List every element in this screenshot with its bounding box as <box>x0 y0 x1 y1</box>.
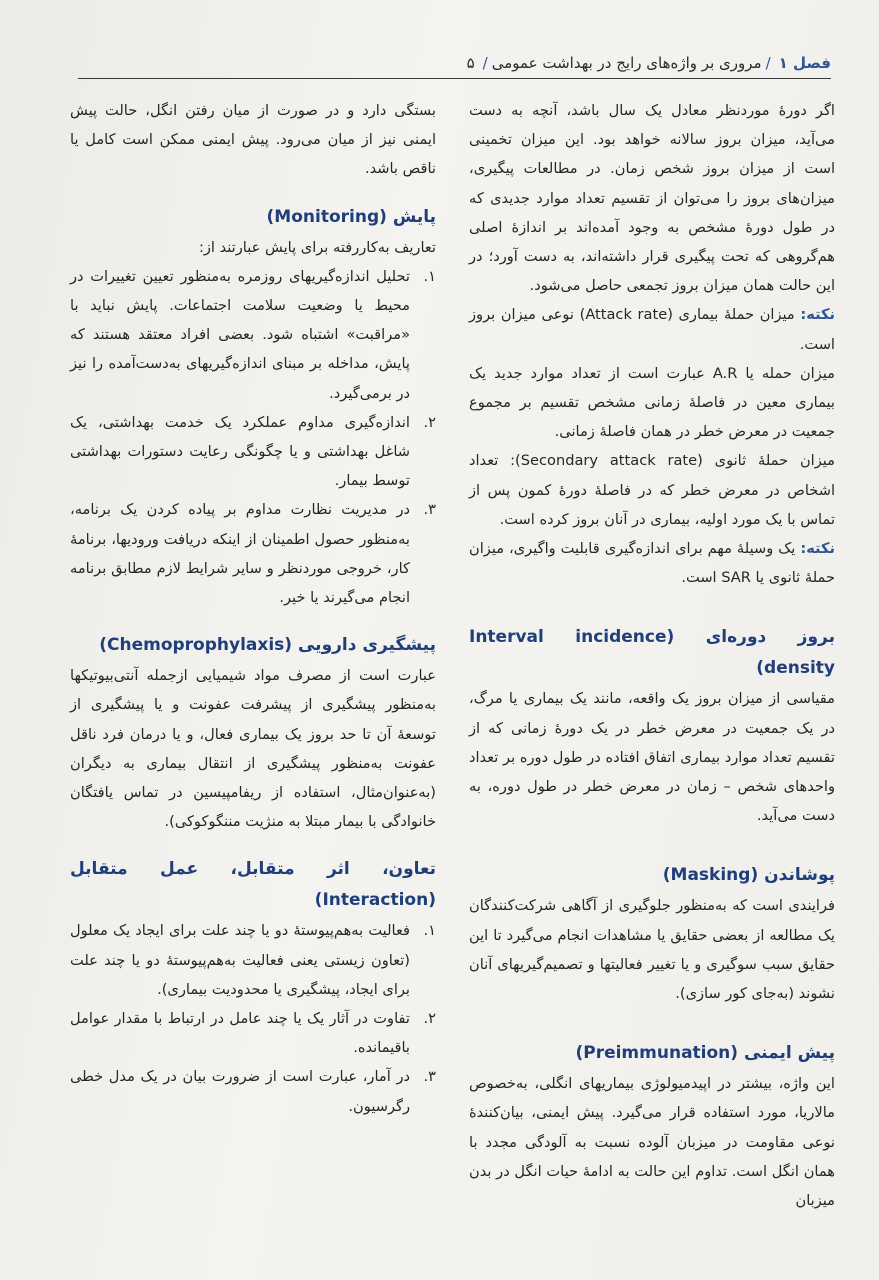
list-item <box>70 1062 436 1120</box>
header-separator: / <box>765 54 771 72</box>
section-heading-masking: پوشاندن (Masking) <box>662 865 835 886</box>
list-number: ۳. <box>423 501 436 519</box>
spacer <box>70 612 436 630</box>
running-head <box>78 48 831 79</box>
note-sar <box>469 534 835 592</box>
list-item <box>70 262 436 408</box>
chapter-label: فصل ۱ <box>778 54 831 72</box>
left-column <box>70 96 436 1121</box>
interaction-list <box>70 916 436 1120</box>
section-heading-interval: بروز دوره‌ای (Interval incidence density) <box>469 627 835 679</box>
note-label: نکته: <box>800 540 835 558</box>
secondary-attack-paragraph: میزان حملهٔ ثانوی (Secondary attack rate): تعداد اشخاص در معرض خطر که در فاصلهٔ دورهٔ کمون پس از تماس با یک مورد اولیه، بیماری در آنان بروز کرده است. <box>469 452 835 528</box>
section-heading-interaction: تعاون، اثر متقابل، عمل متقابل (Interaction) <box>70 859 436 911</box>
continued-paragraph: بستگی دارد و در صورت از میان رفتن انگل، حالت پیش ایمنی نیز از میان می‌رود. پیش ایمنی ممکن است کامل یا ناقص باشد. <box>70 102 436 178</box>
spacer <box>469 592 835 622</box>
chemoprophylaxis-paragraph: عبارت است از مصرف مواد شیمیایی ازجمله آنتی‌بیوتیکها به‌منظور پیشگیری از پیشرفت عفونت و یا پیشگیری از توسعهٔ آن تا حد بروز یک بیماری فعال، و یا درمان فرد ناقل عفونت به‌منظور پیشگیری از انتقال بیماری به دیگران (به‌عنوان‌مثال، استفاده از ریفامپیسین در تماس یافتگان خانوادگی با بیمار مبتلا به منژیت مننگوکوکی). <box>70 667 436 831</box>
list-number: ۳. <box>423 1068 436 1086</box>
monitoring-list <box>70 262 436 612</box>
note-text: یک وسیلهٔ مهم برای اندازه‌گیری قابلیت واگیری، میزان حملهٔ ثانوی یا SAR است. <box>469 540 835 587</box>
list-item-text: اندازه‌گیری مداوم عملکرد یک خدمت بهداشتی، یک شاغل بهداشتی و یا چگونگی رعایت دستورات بهداشتی توسط بیمار. <box>70 413 410 490</box>
note-label: نکته: <box>800 306 836 324</box>
note-attack-rate <box>469 300 835 358</box>
section-heading-monitoring: پایش (Monitoring) <box>266 206 436 227</box>
list-number: ۲. <box>423 1010 436 1028</box>
interval-paragraph: مقیاسی از میزان بروز یک واقعه، مانند یک بیماری یا مرگ، در یک جمعیت در معرض خطر در یک دورهٔ زمانی که از تقسیم تعداد موارد بیماری اتفاق افتاده در طول دوره بر تعداد واحدهای شخص – زمان در معرض خطر در طول دوره، به دست می‌آید. <box>469 690 835 825</box>
masking-paragraph: فرایندی است که به‌منظور جلوگیری از آگاهی شرکت‌کنندگان یک مطالعه از بعضی حقایق یا مشاهدات انجام می‌گیرد تا این حقایق سبب سوگیری و یا تغییر فعالیتها و تصمیم‌گیریهای آنان نشوند (به‌جای کور سازی). <box>469 897 835 1003</box>
list-item <box>70 408 436 496</box>
attack-rate-paragraph: میزان حمله یا A.R عبارت است از تعداد موارد جدید یک بیماری معین در فاصلهٔ زمانی مشخص تقسیم بر مجموع جمعیت در معرض خطر در همان فاصلهٔ زمانی. <box>469 364 835 441</box>
list-item-text: فعالیت به‌هم‌پیوستهٔ دو یا چند علت برای ایجاد یک معلول (تعاون زیستی یعنی فعالیت به‌هم‌پیوستهٔ دو یا چند علت برای ایجاد، پیشگیری یا محدودیت بیماری). <box>70 922 410 998</box>
note-text: میزان حملهٔ بیماری (Attack rate) نوعی میزان بروز است. <box>469 306 835 353</box>
chapter-title: مروری بر واژه‌های رایج در بهداشت عمومی <box>491 54 762 72</box>
list-item-text: تحلیل اندازه‌گیریهای روزمره به‌منظور تعیین تغییرات در محیط یا وضعیت سلامت اجتماعات. پایش نباید با «مراقبت» اشتباه شود. بعضی افراد معتقد هستند که پایش، مداخله بر مبنای اندازه‌گیریهای به‌دست‌آمده را نیز در برمی‌گیرد. <box>70 267 410 402</box>
section-heading-chemoprophylaxis: پیشگیری دارویی (Chemoprophylaxis) <box>99 635 436 656</box>
list-number: ۱. <box>423 922 436 940</box>
list-item-text: در مدیریت نظارت مداوم بر پیاده کردن یک برنامه، به‌منظور حصول اطمینان از اینکه دریافت ورودیها، برنامهٔ کار، خروجی موردنظر و سایر شرایط لازم مطابق برنامه انجام می‌گیرند یا خیر. <box>70 501 410 607</box>
monitoring-intro: تعاریف به‌کاررفته برای پایش عبارتند از: <box>198 238 436 256</box>
spacer <box>70 836 436 854</box>
intro-paragraph: اگر دورهٔ موردنظر معادل یک سال باشد، آنچه به دست می‌آید، میزان بروز سالانه خواهد بود. این میزان تخمینی است از میزان بروز شخص زمان. در مطالعات پیگیری، میزان‌های بروز را می‌توان از تقسیم تعداد موارد جدیدی که در طول دورهٔ مشخص به وجود آمده‌اند بر اندازهٔ اصلی هم‌گروهی که تحت پیگیری قرار داشته‌اند، به دست آورد؛ در این حالت همان میزان بروز تجمعی حاصل می‌شود. <box>469 102 835 295</box>
preimmunation-paragraph: این واژه، بیشتر در اپیدمیولوژی بیماریهای انگلی، به‌خصوص مالاریا، مورد استفاده قرار می‌گیرد. پیش ایمنی، بیان‌کنندهٔ نوعی مقاومت در میزبان آلوده نسبت به آلودگی مجدد با همان انگل است. تداوم این حالت به ادامهٔ حیات انگل در بدن میزبان <box>469 1075 835 1210</box>
page-number: ۵ <box>466 54 475 72</box>
list-item-text: در آمار، عبارت است از ضرورت بیان در یک مدل خطی رگرسیون. <box>70 1068 410 1115</box>
spacer <box>469 1008 835 1038</box>
section-heading-preimmunation: پیش ایمنی (Preimmunation) <box>575 1043 835 1064</box>
right-column <box>469 96 835 1215</box>
header-separator-2: / <box>482 54 488 72</box>
list-item <box>70 916 436 1004</box>
list-item-text: تفاوت در آثار یک یا چند عامل در ارتباط با مقدار عوامل باقیمانده. <box>70 1010 410 1057</box>
list-number: ۲. <box>423 413 436 431</box>
list-number: ۱. <box>423 267 436 285</box>
spacer <box>70 184 436 202</box>
list-item <box>70 495 436 612</box>
spacer <box>469 830 835 860</box>
list-item <box>70 1004 436 1062</box>
